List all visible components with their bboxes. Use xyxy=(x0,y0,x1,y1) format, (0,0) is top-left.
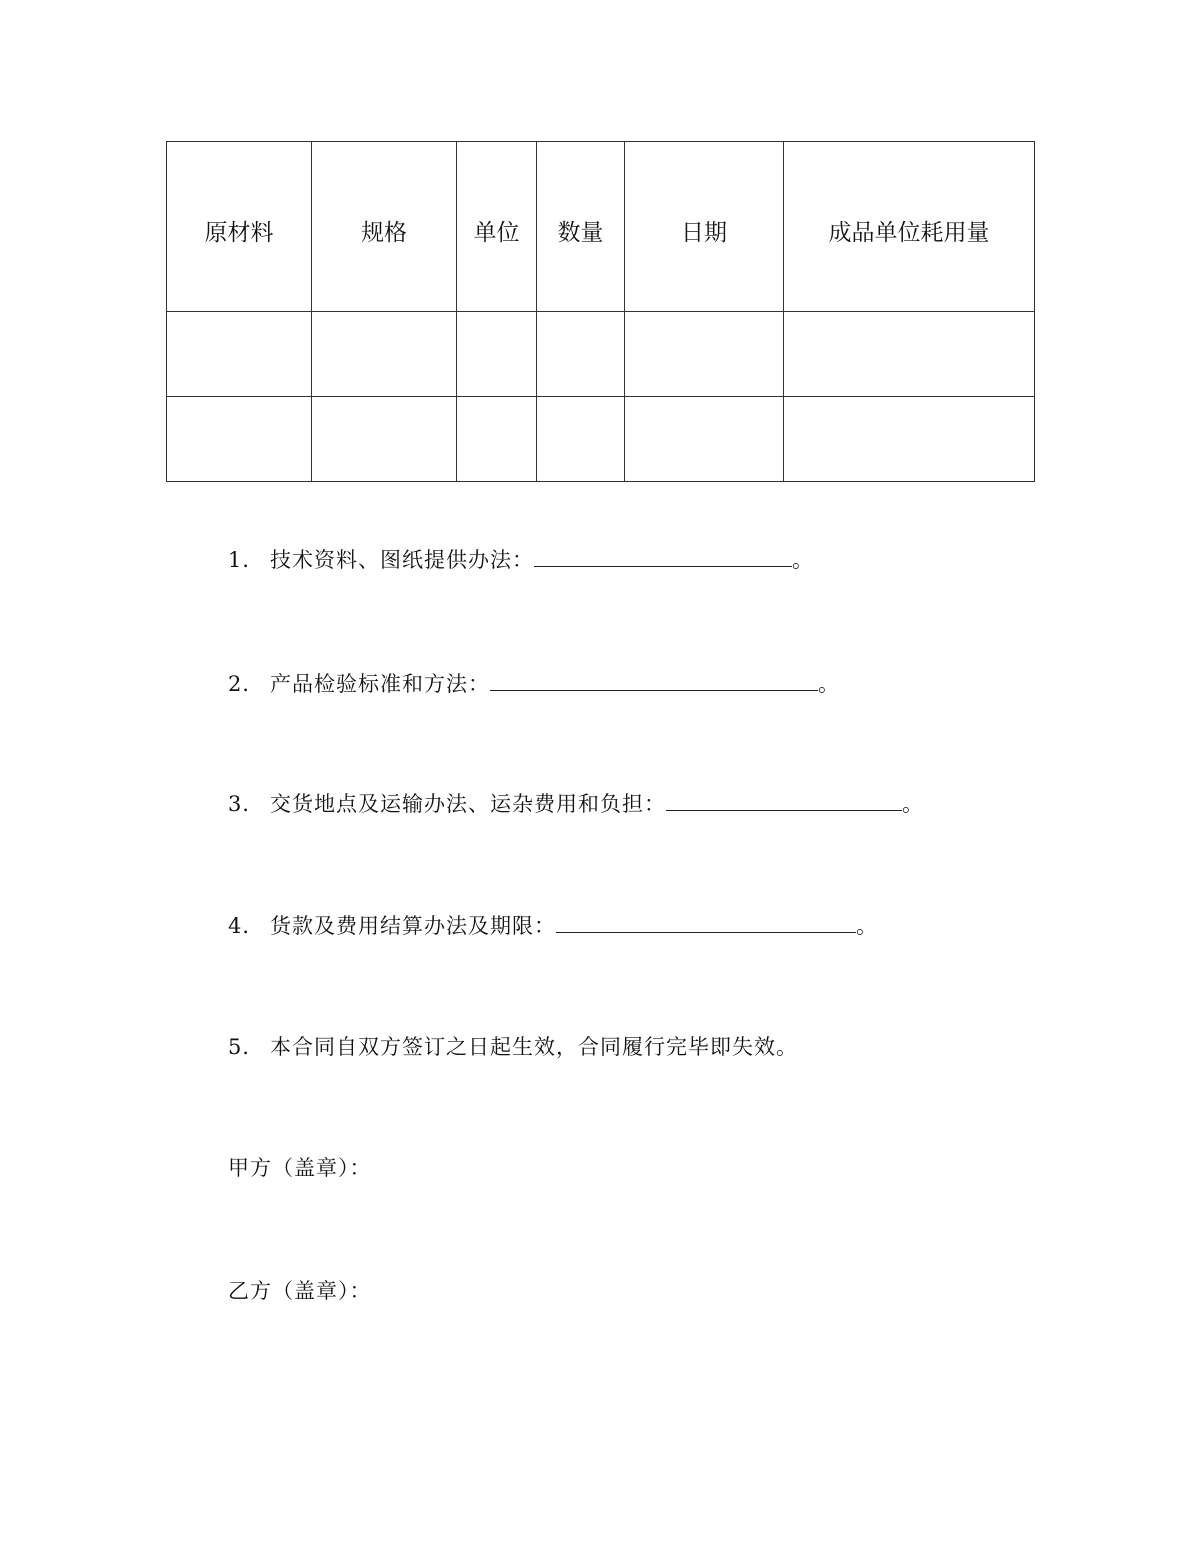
clause-effectiveness xyxy=(228,1032,798,1062)
clause-text: 货款及费用结算办法及期限： xyxy=(270,914,556,938)
table-cell[interactable] xyxy=(537,312,625,397)
header-unit: 单位 xyxy=(457,142,537,312)
clause-number: 3． xyxy=(228,792,265,816)
table-row xyxy=(167,312,1035,397)
clause-inspection-standard xyxy=(228,669,840,699)
table-cell[interactable] xyxy=(625,397,784,482)
table-cell[interactable] xyxy=(537,397,625,482)
raw-materials-table xyxy=(166,141,1035,482)
fill-in-blank[interactable] xyxy=(556,912,856,933)
clause-number: 2． xyxy=(228,672,265,696)
table-header-row xyxy=(167,142,1035,312)
clause-technical-documents xyxy=(228,545,814,575)
header-date: 日期 xyxy=(625,142,784,312)
header-raw-material: 原材料 xyxy=(167,142,312,312)
fill-in-blank[interactable] xyxy=(666,790,902,811)
fill-in-blank[interactable] xyxy=(490,670,818,691)
party-b-seal-label: 乙方（盖章）： xyxy=(228,1279,372,1303)
table-cell[interactable] xyxy=(784,397,1035,482)
clause-payment-settlement xyxy=(228,911,878,941)
clause-number: 1． xyxy=(228,548,265,572)
clause-text: 交货地点及运输办法、运杂费用和负担： xyxy=(270,792,666,816)
clause-end-mark: 。 xyxy=(902,792,924,816)
header-specification: 规格 xyxy=(312,142,457,312)
table-cell[interactable] xyxy=(457,397,537,482)
clause-text: 产品检验标准和方法： xyxy=(270,672,490,696)
table-cell[interactable] xyxy=(167,312,312,397)
table-cell[interactable] xyxy=(312,312,457,397)
table-cell[interactable] xyxy=(625,312,784,397)
clause-end-mark: 。 xyxy=(856,914,878,938)
clause-end-mark: 。 xyxy=(792,548,814,572)
clause-text: 本合同自双方签订之日起生效，合同履行完毕即失效。 xyxy=(270,1035,798,1059)
header-quantity: 数量 xyxy=(537,142,625,312)
table-cell[interactable] xyxy=(312,397,457,482)
table-row xyxy=(167,397,1035,482)
clause-delivery-transport xyxy=(228,789,924,819)
clause-text: 技术资料、图纸提供办法： xyxy=(270,548,534,572)
fill-in-blank[interactable] xyxy=(534,546,792,567)
clause-number: 5． xyxy=(228,1035,265,1059)
table-cell[interactable] xyxy=(457,312,537,397)
party-a-seal-label: 甲方（盖章）： xyxy=(228,1156,372,1180)
table-cell[interactable] xyxy=(167,397,312,482)
clause-end-mark: 。 xyxy=(818,672,840,696)
header-unit-consumption: 成品单位耗用量 xyxy=(784,142,1035,312)
clause-number: 4． xyxy=(228,914,265,938)
table-cell[interactable] xyxy=(784,312,1035,397)
